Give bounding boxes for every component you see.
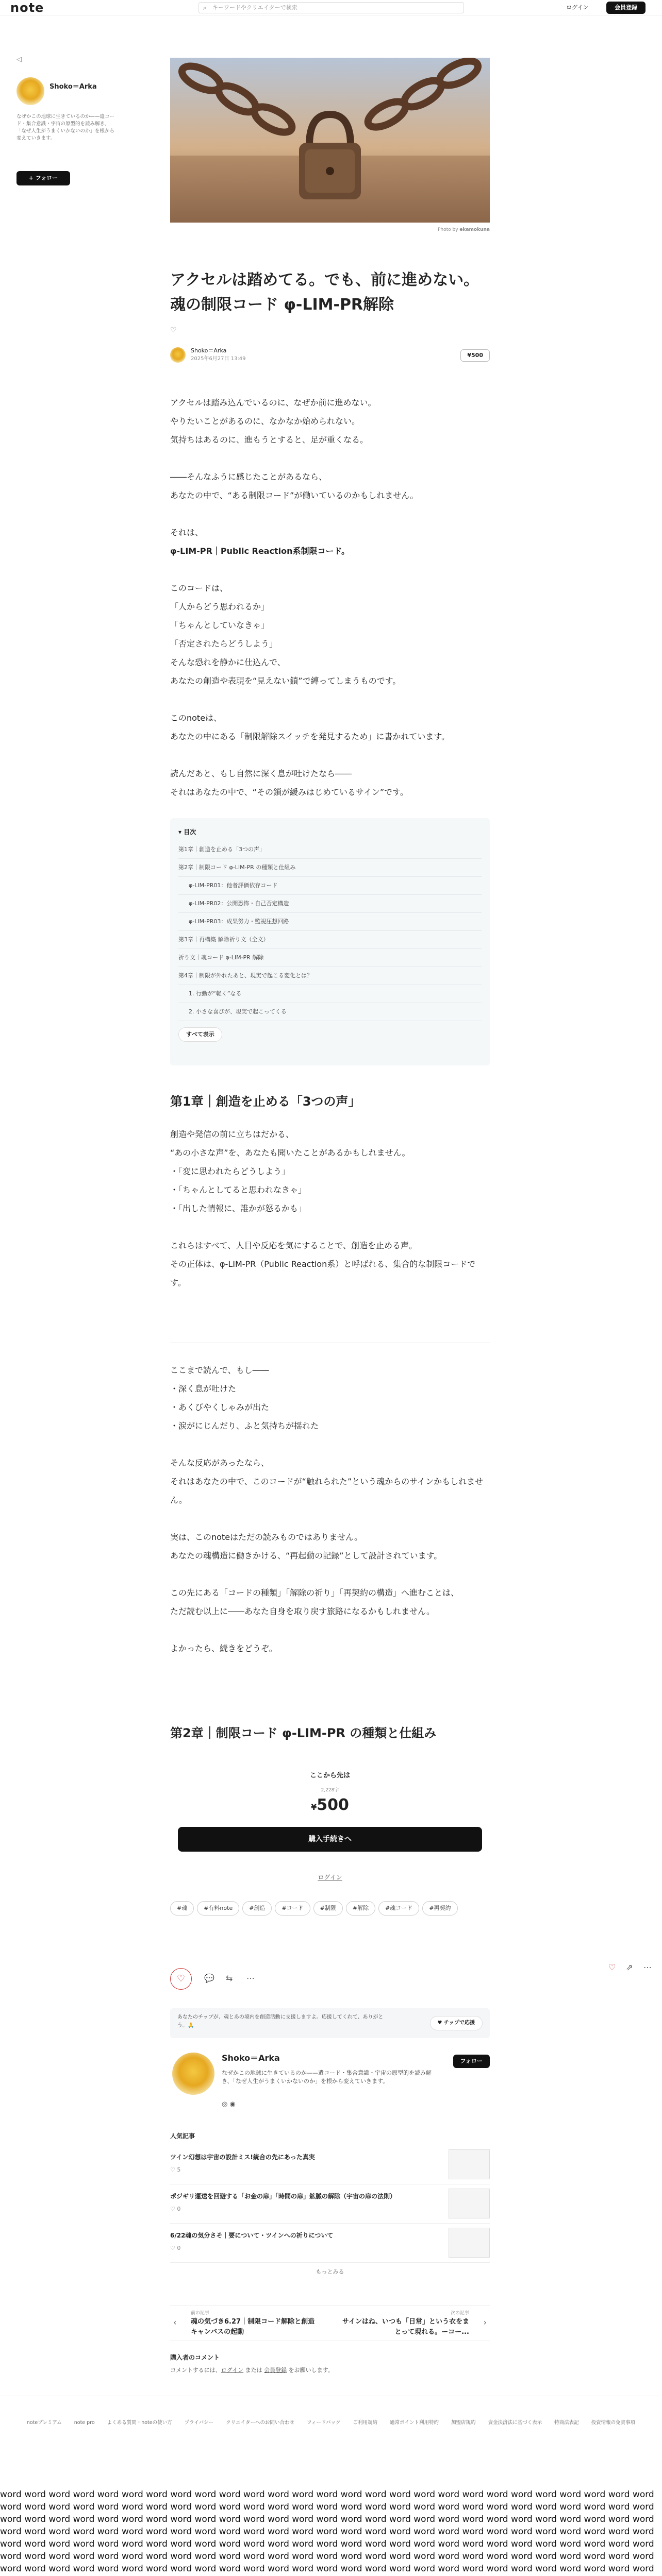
- body-line: それは、: [170, 528, 204, 537]
- hashtag[interactable]: #魂: [170, 1901, 194, 1916]
- popular-articles: [170, 2131, 490, 2281]
- popular-item-likes: [170, 2244, 180, 2252]
- comments-section: [170, 2352, 490, 2376]
- popular-like-count: 0: [177, 2245, 181, 2251]
- footer-link[interactable]: クリエイターへのお問い合わせ: [226, 2420, 294, 2426]
- body-line: ただ読む以上に――あなた自身を取り戻す旅路になるかもしれません。: [170, 1606, 435, 1616]
- author-card-follow-button[interactable]: フォロー: [453, 2055, 490, 2068]
- avatar[interactable]: [16, 77, 44, 105]
- credit-name[interactable]: ekamokuna: [459, 227, 490, 232]
- floating-actions: [603, 1960, 660, 1972]
- hashtag[interactable]: #魂コード: [378, 1901, 419, 1916]
- body-line: あなたの魂構造に働きかける、“再起動の記録”として設計されています。: [170, 1551, 442, 1561]
- footer-link[interactable]: フィードバック: [306, 2420, 341, 2426]
- body-line: “あの小さな声”を、あなたも聞いたことがあるかもしれません。: [170, 1148, 410, 1158]
- body-line: その正体は、φ-LIM-PR（Public Reaction系）と呼ばれる、集合的な制限コードです。: [170, 1259, 476, 1287]
- body-line: 創造や発信の前に立ちはだかる、: [170, 1129, 294, 1139]
- toc-item[interactable]: 第4章｜制限が外れたあと、現実で起こる変化とは？: [178, 967, 482, 985]
- body-line: あなたの中で、“ある制限コード”が働いているのかもしれません。: [170, 490, 419, 500]
- heart-icon: ♡: [170, 2166, 177, 2173]
- toc-item[interactable]: 第1章｜創造を止める「3つの声」: [178, 841, 482, 859]
- body-line: ・あくびやくしゃみが出た: [170, 1402, 270, 1412]
- toc-header-label: 目次: [184, 828, 196, 836]
- user-plus-icon: +: [28, 175, 36, 181]
- follow-button[interactable]: [16, 171, 70, 185]
- body-line: アクセルは踏み込んでいるのに、なぜか前に進めない。: [170, 398, 376, 408]
- comment-login-link[interactable]: ログイン: [221, 2367, 244, 2374]
- body-line: [170, 746, 490, 765]
- heart-icon: ♡: [170, 2206, 177, 2212]
- comments-login-prompt: [170, 2365, 490, 2376]
- toc-header[interactable]: [178, 826, 482, 838]
- gift-icon: ♥: [437, 2020, 444, 2026]
- creator-bio: なぜかこの地球に生きているのか——遺コード・集合意識・宇宙の原型的を読み解き、「なぜ人生がうまくいかないのか」を根から変えていきます。: [16, 114, 115, 141]
- yen-symbol: ¥: [311, 1802, 317, 1812]
- author-card-avatar[interactable]: [172, 2053, 214, 2095]
- body-line: それはあなたの中で、このコードが“触れられた”という魂からのサインかもしれません。: [170, 1477, 484, 1505]
- search-placeholder: キーワードやクリエイターで検索: [212, 4, 297, 11]
- register-button[interactable]: 会員登録: [606, 2, 646, 14]
- prev-label: 前の記事: [191, 2311, 210, 2316]
- body-line: [170, 449, 490, 468]
- login-link[interactable]: ログイン: [566, 4, 589, 11]
- body-line: [170, 1218, 490, 1236]
- comment-icon[interactable]: 💬: [204, 1973, 214, 1983]
- search-input[interactable]: [198, 2, 464, 13]
- toc-item[interactable]: φ-LIM-PR03：成果努力・監視圧想回路: [178, 913, 482, 931]
- floating-more-icon[interactable]: ⋯: [643, 1962, 652, 1972]
- body-line: ・涙がにじんだり、ふと気持ちが揺れた: [170, 1421, 319, 1431]
- footer-link[interactable]: 通常ポイント利用特約: [390, 2420, 439, 2426]
- popular-more-link[interactable]: もっとみる: [316, 2268, 344, 2275]
- body-line: ――そんなふうに感じたことがあるなら、: [170, 472, 327, 482]
- body-line: ・深く息が吐けた: [170, 1384, 237, 1394]
- body-line: そんな恐れを静かに仕込んで、: [170, 657, 286, 667]
- author-name[interactable]: Shoko＝Arka: [191, 347, 227, 354]
- popular-item-title: ポジギリ運送を回避する「お金の扉」「時間の扉」鉱脈の解除（宇宙の扉の法則）: [170, 2193, 396, 2200]
- tip-box: [170, 2008, 490, 2038]
- chapter2-heading: 第2章｜制限コード φ-LIM-PR の種類と仕組み: [170, 1726, 437, 1740]
- top-header: [0, 0, 662, 15]
- hashtag[interactable]: #再契約: [422, 1901, 457, 1916]
- body-line: [170, 1435, 490, 1454]
- author-card-bio: なぜかこの地球に生きているのか——遺コード・集合意識・宇宙の原型的を読み解き、「なぜ人生がうまくいかないのか」を根から変えていきます。: [222, 2070, 432, 2084]
- table-of-contents: [170, 818, 490, 1065]
- footer-link[interactable]: よくある質問・noteの使い方: [107, 2420, 172, 2426]
- footer-link[interactable]: 資金決済法に基づく表示: [488, 2420, 542, 2426]
- post-date: 2025年6月27日 13:49: [191, 356, 246, 362]
- popular-thumbnail[interactable]: [449, 2189, 490, 2218]
- hero-image: [170, 58, 490, 223]
- hashtag[interactable]: #解除: [346, 1901, 375, 1916]
- magazine-back-icon[interactable]: ◁: [16, 56, 22, 63]
- body-line: [170, 505, 490, 523]
- article-pagination: [170, 2305, 490, 2341]
- author-row: [170, 347, 490, 366]
- filler-word-text: word word word word word word word word word word word word word word word word word word word word word word word word word word word word word word word word word word word word word word word word word word word word word word word word word word word word word word word word word word word word word word word word word word word word word word word word word word word word word word word word word word word word word word word word word word word word word word word word word word word word word word word word word word word word word word word word word word word word word word word word word word word word word word word word word word word word word word word word word word word word word word word word word word word word word word word word word word word word word word word word word word word word word word word word word word word word word word word word word word word word word word word word word word word word word: [0, 2489, 654, 2574]
- heart-icon[interactable]: ♡: [170, 326, 177, 334]
- toc-list: [178, 841, 482, 1021]
- price-badge[interactable]: ¥500: [460, 349, 490, 362]
- popular-like-count: 0: [177, 2206, 181, 2212]
- paywall-login-link[interactable]: ログイン: [318, 1874, 342, 1881]
- hashtag[interactable]: #有料note: [197, 1901, 239, 1916]
- body-line: 気持ちはあるのに、進もうとすると、足が重くなる。: [170, 435, 369, 445]
- article-actions: [170, 1968, 490, 1991]
- repost-icon[interactable]: ⇆: [226, 1973, 233, 1983]
- floating-heart-icon[interactable]: ♡: [608, 1962, 616, 1972]
- body-line: ここまで読んで、もし――: [170, 1365, 269, 1375]
- follow-label: フォロー: [35, 175, 58, 181]
- hashtag[interactable]: #創造: [242, 1901, 272, 1916]
- footer-link[interactable]: 投資情報の免責事項: [591, 2420, 636, 2426]
- chevron-left-icon[interactable]: ‹: [173, 2317, 177, 2327]
- hashtag-list: [170, 1900, 490, 1922]
- chapter1-body: [170, 1125, 490, 1292]
- padlock-chain-illustration: [170, 58, 490, 223]
- body-line: ・「出した情報に、誰かが怒るかも」: [170, 1204, 307, 1213]
- footer-link[interactable]: プライバシー: [184, 2420, 214, 2426]
- toc-item[interactable]: 第3章｜再構築 解除祈り文（全文）: [178, 931, 482, 949]
- note-logo[interactable]: note: [10, 1, 44, 15]
- toc-item[interactable]: 祈り文｜魂コード φ-LIM-PR 解除: [178, 949, 482, 967]
- toc-item[interactable]: φ-LIM-PR02：公開恐怖・自己否定構造: [178, 895, 482, 913]
- popular-item[interactable]: [170, 2145, 490, 2184]
- social-icons[interactable]: ◎ ◉: [222, 2100, 236, 2108]
- hashtag[interactable]: #制限: [313, 1901, 343, 1916]
- paywall-label: ここから先は: [309, 1772, 350, 1780]
- comment-prefix: コメントするには、: [170, 2367, 221, 2374]
- footer-link[interactable]: note pro: [74, 2420, 95, 2426]
- purchase-button[interactable]: 購入手続きへ: [178, 1827, 482, 1852]
- next-label: 次の記事: [450, 2311, 469, 2316]
- body-line: この先にある「コードの種類」「解除の祈り」「再契約の構造」へ進むことは、: [170, 1588, 459, 1598]
- popular-item[interactable]: [170, 2224, 490, 2263]
- body-line: あなたの中にある「制限解除スイッチを発見するため」に書かれています。: [170, 732, 450, 741]
- chevron-right-icon[interactable]: ›: [483, 2317, 487, 2327]
- author-avatar[interactable]: [170, 347, 186, 363]
- author-card-name[interactable]: Shoko＝Arka: [222, 2053, 280, 2063]
- author-card: [170, 2047, 490, 2120]
- chapter1-heading: 第1章｜創造を止める「3つの声」: [170, 1094, 361, 1109]
- body-line: 読んだあと、もし自然に深く息が吐けたなら――: [170, 769, 352, 778]
- photo-credit: [170, 227, 490, 233]
- next-title: サインはね、いつも「日常」という衣をまとって現れる。ーコー...: [342, 2318, 469, 2336]
- body-line: [170, 561, 490, 579]
- footer-link[interactable]: 特商法表記: [554, 2420, 579, 2426]
- paywall-chars: 2,228字: [321, 1788, 339, 1793]
- body-line: ・「変に思われたらどうしよう」: [170, 1166, 290, 1176]
- body-line: そんな反応があったなら、: [170, 1458, 269, 1468]
- body-line: これらはすべて、人目や反応を気にすることで、創造を止める声。: [170, 1241, 418, 1250]
- heart-icon: ♡: [170, 2245, 177, 2251]
- body-line: このコードは、: [170, 583, 228, 593]
- body-line: 実は、このnoteはただの読みものではありません。: [170, 1532, 363, 1542]
- like-button[interactable]: ♡: [170, 1968, 192, 1990]
- toc-item[interactable]: 1. 行動が“軽く”なる: [178, 985, 482, 1003]
- tip-text: あなたのチップが、魂とあの境内を創造活動に支援しますよ。応援してくれて、ありがとう。🙏: [177, 2014, 384, 2028]
- footer-link[interactable]: ご利用規約: [353, 2420, 378, 2426]
- popular-item[interactable]: [170, 2184, 490, 2224]
- article-intro: [170, 394, 490, 802]
- body-line: [170, 1621, 490, 1639]
- comment-or: または: [243, 2367, 264, 2374]
- search-icon: ⌕: [203, 4, 207, 11]
- next-article-link[interactable]: [340, 2310, 490, 2337]
- body-line: 「人からどう思われるか」: [170, 602, 270, 612]
- popular-like-count: 5: [177, 2166, 181, 2173]
- paywall-price: [170, 1795, 490, 1818]
- credit-prefix: Photo by: [437, 227, 460, 232]
- body-line: [170, 1510, 490, 1528]
- popular-header: 人気記事: [170, 2132, 195, 2140]
- body-line: このnoteは、: [170, 713, 222, 723]
- footer-link[interactable]: 加盟店規約: [451, 2420, 476, 2426]
- prev-title: 魂の気づき6.27｜制限コード解除と創造キャンバスの起動: [191, 2318, 315, 2336]
- body-line: [170, 1565, 490, 1584]
- paywall-price-value: 500: [317, 1796, 349, 1814]
- toc-item[interactable]: φ-LIM-PR01：他者評価依存コード: [178, 877, 482, 895]
- popular-list: [170, 2145, 490, 2263]
- body-line: φ-LIM-PR｜Public Reaction系制限コード。: [170, 546, 350, 556]
- comments-header: 購入者のコメント: [170, 2354, 220, 2361]
- body-line: 「ちゃんとしていなきゃ」: [170, 620, 270, 630]
- chevron-down-icon: ▾: [178, 828, 184, 836]
- body-line: ・「ちゃんとしてると思われなきゃ」: [170, 1185, 307, 1195]
- more-icon[interactable]: ⋯: [246, 1973, 255, 1983]
- prev-article-link[interactable]: [170, 2310, 320, 2337]
- toc-show-all-button[interactable]: すべて表示: [178, 1027, 222, 1042]
- body-line: それはあなたの中で、“その鎖が緩みはじめているサイン”です。: [170, 787, 408, 797]
- comment-suffix: をお願いします。: [287, 2367, 334, 2374]
- middle-body: [170, 1361, 490, 1658]
- popular-item-likes: [170, 2166, 180, 2174]
- popular-item-title: ツイン幻想は宇宙の設計ミス!統合の先にあった真実: [170, 2154, 315, 2161]
- tip-button-label: チップで応援: [444, 2020, 475, 2026]
- floating-share-icon[interactable]: ⇗: [626, 1962, 633, 1972]
- article-title: アクセルは踏めてる。でも、前に進めない。 魂の制限コード φ-LIM-PR解除: [170, 271, 479, 314]
- popular-thumbnail[interactable]: [449, 2149, 490, 2179]
- comment-register-link[interactable]: 会員登録: [264, 2367, 287, 2374]
- body-line: あなたの創造や表現を“見えない鎖”で縛ってしまうものです。: [170, 676, 401, 686]
- hashtag[interactable]: #コード: [275, 1901, 310, 1916]
- footer-link[interactable]: noteプレミアム: [26, 2420, 62, 2426]
- body-line: [170, 690, 490, 709]
- site-footer: [0, 2396, 662, 2429]
- paywall: [170, 1770, 490, 1883]
- body-line: 「否定されたらどうしよう」: [170, 639, 278, 649]
- toc-item[interactable]: 2. 小さな喜びが、現実で起こってくる: [178, 1003, 482, 1021]
- tip-button[interactable]: [430, 2016, 483, 2030]
- popular-item-title: 6/22魂の気分さそ｜要について・ツインへの祈りについて: [170, 2232, 334, 2239]
- popular-item-likes: [170, 2205, 180, 2213]
- body-line: やりたいことがあるのに、なかなか始められない。: [170, 416, 360, 426]
- creator-name[interactable]: Shoko＝Arka: [49, 83, 97, 91]
- toc-item[interactable]: 第2章｜制限コード φ-LIM-PR の種類と仕組み: [178, 859, 482, 877]
- body-line: よかったら、続きをどうぞ。: [170, 1643, 277, 1653]
- popular-thumbnail[interactable]: [449, 2228, 490, 2258]
